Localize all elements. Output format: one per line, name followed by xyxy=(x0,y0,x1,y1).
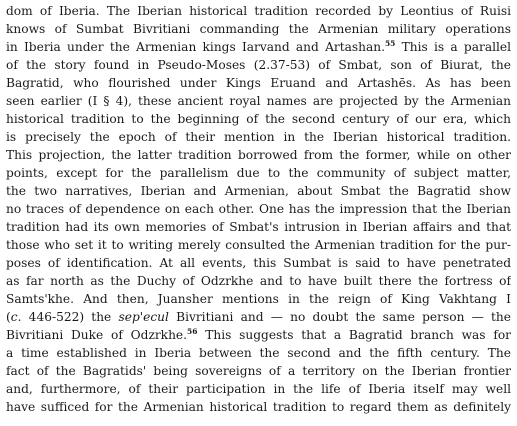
text-line-22: and, furthermore, of their participation in the life of Iberia itself may well xyxy=(6,382,511,396)
circa-italic: c. xyxy=(10,310,22,324)
text-line-19-end: This suggests that a Bagratid branch was for xyxy=(197,328,511,342)
text-line-1: dom of Iberia. The Iberian historical tradition recorded by Leontius of Ruisi xyxy=(6,4,511,18)
text-line-16: as far north as the Duchy of Odzrkhe and to have built there the fortress of xyxy=(6,274,511,288)
text-line-19 xyxy=(6,326,511,344)
text-line-10: points, except for the parallelism due to the community of subject matter, xyxy=(6,166,511,180)
footnote-ref-55: 55 xyxy=(384,38,396,48)
text-line-3-end: This is a parallel xyxy=(395,40,511,54)
text-line-18-end: Bivritiani and — no doubt the same person — the xyxy=(168,310,511,324)
footnote-ref-56: 56 xyxy=(187,326,198,336)
text-line-20: a time established in Iberia between the second and the fifth century. The xyxy=(6,346,511,360)
text-line-18-open: ( xyxy=(6,310,11,324)
text-line-17: Samts'khe. And then, Juansher mentions in the reign of King Vakhtang I xyxy=(6,292,511,306)
text-line-9: This projection, the latter tradition borrowed from the former, while on other xyxy=(6,148,511,162)
text-line-3 xyxy=(6,38,511,56)
text-line-15: poses of identification. At all events, this Sumbat is said to have penetrated xyxy=(6,256,511,270)
text-line-8: is precisely the epoch of their mention in the Iberian historical tradition. xyxy=(6,130,511,144)
text-line-11: the two narratives, Iberian and Armenian, about Smbat the Bagratid show xyxy=(6,184,511,198)
text-line-12: no traces of dependence on each other. One has the impression that the Iberian xyxy=(6,202,511,216)
text-line-19-start: Bivritiani Duke of Odzrkhe. xyxy=(6,328,188,342)
text-line-13: tradition had its own memories of Smbat's intrusion in Iberian affairs and that xyxy=(6,220,511,234)
text-line-5: Bagratid, who flourished under Kings Eruand and Artashēs. As has been xyxy=(6,76,511,90)
text-line-4: of the story found in Pseudo-Moses (2.37-53) of Smbat, son of Biurat, the xyxy=(6,58,511,72)
text-line-18 xyxy=(6,308,511,326)
text-line-7: historical tradition to the beginning of the second century of our era, which xyxy=(6,112,511,126)
text-line-3-start: in Iberia under the Armenian kings Iarvand and Artashan. xyxy=(6,40,385,54)
text-line-14: those who set it to writing merely consulted the Armenian tradition for the pur- xyxy=(6,238,511,252)
text-line-23: have sufficed for the Armenian historical tradition to regard them as definitely xyxy=(6,400,511,414)
text-line-6: seen earlier (I § 4), these ancient royal names are projected by the Armenian xyxy=(6,94,511,108)
text-line-18-mid: 446-522) the xyxy=(21,310,119,324)
sepecul-italic: sep'ecul xyxy=(118,310,169,324)
text-line-2: knows of Sumbat Bivritiani commanding the Armenian military operations xyxy=(6,22,511,36)
text-line-21: fact of the Bagratids' being sovereigns of a territory on the Iberian frontier xyxy=(6,364,511,378)
